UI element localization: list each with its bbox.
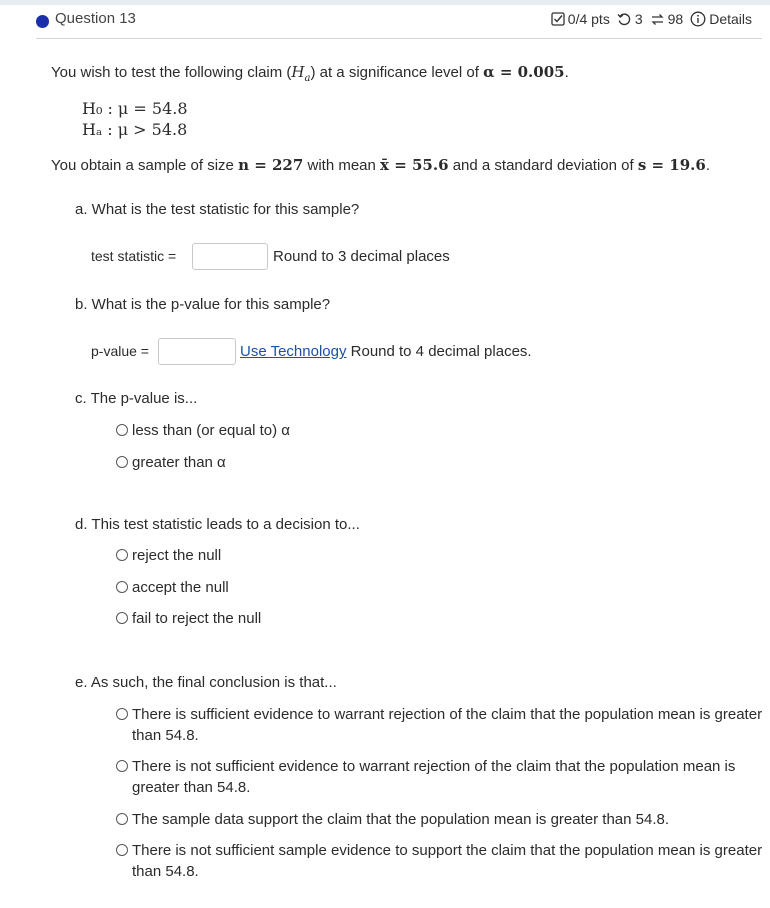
radio-button[interactable]: [116, 549, 128, 561]
radio-button[interactable]: [116, 760, 128, 772]
test-statistic-hint: Round to 3 decimal places: [273, 248, 450, 265]
points-text: 0/4 pts: [567, 11, 610, 27]
info-icon: [690, 11, 706, 27]
radio-button[interactable]: [116, 581, 128, 593]
sample-mean: x̄ = 55.6: [380, 156, 449, 174]
sample-info-line: You obtain a sample of size n = 227 with mean x̄ = 55.6 and a standard deviation of s = 19.6.: [51, 156, 711, 174]
null-hypothesis: H₀ : μ = 54.8: [82, 99, 188, 118]
p-value-input[interactable]: [158, 338, 236, 365]
header-divider: [36, 38, 762, 39]
part-d-option[interactable]: fail to reject the null: [116, 610, 261, 627]
alt-hypothesis-symbol: $H_a$: [291, 63, 311, 84]
part-a-question: a. What is the test statistic for this sample?: [75, 201, 360, 218]
question-title: Question 13: [55, 10, 136, 27]
p-value-hint-line: [240, 343, 532, 360]
checkbox-icon: [551, 12, 565, 26]
attempts-indicator: [617, 11, 643, 27]
versions-icon: [650, 12, 665, 27]
test-statistic-input[interactable]: [192, 243, 268, 270]
details-button[interactable]: [690, 11, 752, 27]
retry-icon: [617, 12, 632, 27]
part-e-option[interactable]: The sample data support the claim that the population mean is greater than 54.8.: [116, 809, 770, 830]
part-e-option[interactable]: There is not sufficient sample evidence to support the claim that the population mean is greater than 54.8.: [116, 840, 770, 882]
prompt-claim-line: You wish to test the following claim $(H_a)$ at a significance level of α = 0.005.: [51, 63, 569, 84]
part-e-option[interactable]: There is sufficient evidence to warrant rejection of the claim that the population mean is greater than 54.8.: [116, 704, 770, 746]
part-e-option[interactable]: There is not sufficient evidence to warrant rejection of the claim that the population mean is greater than 54.8.: [116, 756, 770, 798]
sample-size: n = 227: [238, 156, 304, 174]
alpha-value: α = 0.005: [483, 63, 565, 81]
alternative-hypothesis: Hₐ : μ > 54.8: [82, 120, 188, 139]
part-c-option[interactable]: greater than α: [116, 454, 226, 471]
part-b-question: b. What is the p-value for this sample?: [75, 296, 331, 313]
attempts-text: 3: [634, 11, 643, 27]
part-d-option[interactable]: accept the null: [116, 579, 229, 596]
part-d-option[interactable]: reject the null: [116, 547, 221, 564]
radio-button[interactable]: [116, 456, 128, 468]
p-value-label: p-value =: [91, 343, 149, 359]
radio-button[interactable]: [116, 708, 128, 720]
versions-text: 98: [667, 11, 684, 27]
use-technology-link[interactable]: Use Technology: [240, 343, 347, 360]
question-meta: [544, 11, 752, 27]
radio-button[interactable]: [116, 424, 128, 436]
p-value-hint: Round to 4 decimal places.: [350, 343, 532, 360]
versions-indicator: [650, 11, 684, 27]
radio-button[interactable]: [116, 844, 128, 856]
part-c-option[interactable]: less than (or equal to) α: [116, 422, 290, 439]
part-d-question: d. This test statistic leads to a decision to...: [75, 516, 360, 533]
question-header: [0, 5, 770, 39]
radio-button[interactable]: [116, 612, 128, 624]
part-c-question: c. The p-value is...: [75, 390, 198, 407]
test-statistic-label: test statistic =: [91, 248, 177, 264]
part-e-question: e. As such, the final conclusion is that...: [75, 674, 337, 691]
radio-button[interactable]: [116, 813, 128, 825]
question-status-dot: [36, 15, 49, 28]
sample-sd: s = 19.6: [637, 156, 706, 174]
points-indicator: [551, 11, 610, 27]
details-label[interactable]: Details: [709, 11, 752, 27]
